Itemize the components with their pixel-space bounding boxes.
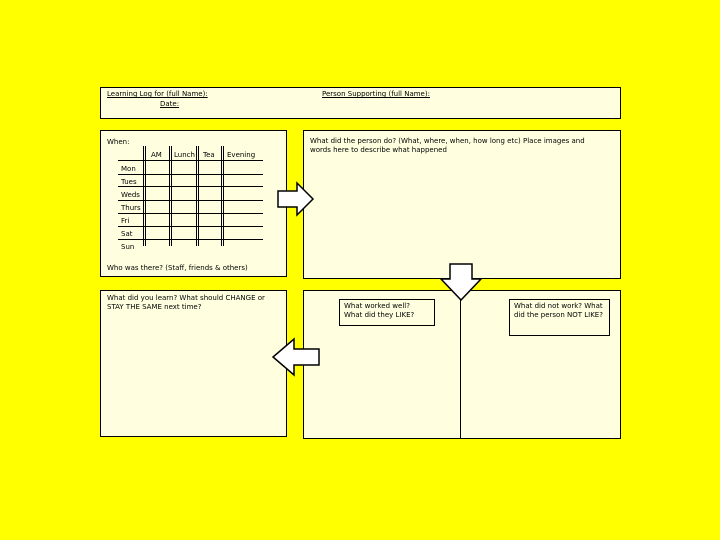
what-did-text: What did the person do? (What, where, when, how long etc) Place images and words here to describe what happened [310,137,585,154]
date-label: Date: [160,100,180,108]
row-weds: Weds [121,191,140,199]
col-lunch: Lunch [174,151,195,159]
row-fri: Fri [121,217,130,225]
row-tues: Tues [121,178,137,186]
person-supporting-label: Person Supporting (full Name): [322,90,430,98]
row-sun: Sun [121,243,135,251]
when-label: When: [107,138,130,146]
arrow-right-icon [277,182,315,216]
col-tea: Tea [203,151,215,159]
not-work-box [509,299,610,336]
col-evening: Evening [227,151,256,159]
row-thurs: Thurs [121,204,141,212]
learning-log-label: Learning Log for (full Name): [107,90,208,98]
feedback-divider [460,291,461,438]
arrow-left-icon [272,338,320,376]
arrow-down-icon [440,263,482,301]
row-mon: Mon [121,165,136,173]
learn-text: What did you learn? What should CHANGE or STAY THE SAME next time? [107,294,265,311]
learn-panel [100,290,287,437]
who-was-there-label: Who was there? (Staff, friends & others) [107,264,248,272]
col-am: AM [151,151,162,159]
worked-well-text: What worked well? What did they LIKE? [344,302,415,319]
not-work-text: What did not work? What did the person NOT LIKE? [514,302,603,319]
worked-well-box [339,299,435,326]
row-sat: Sat [121,230,133,238]
